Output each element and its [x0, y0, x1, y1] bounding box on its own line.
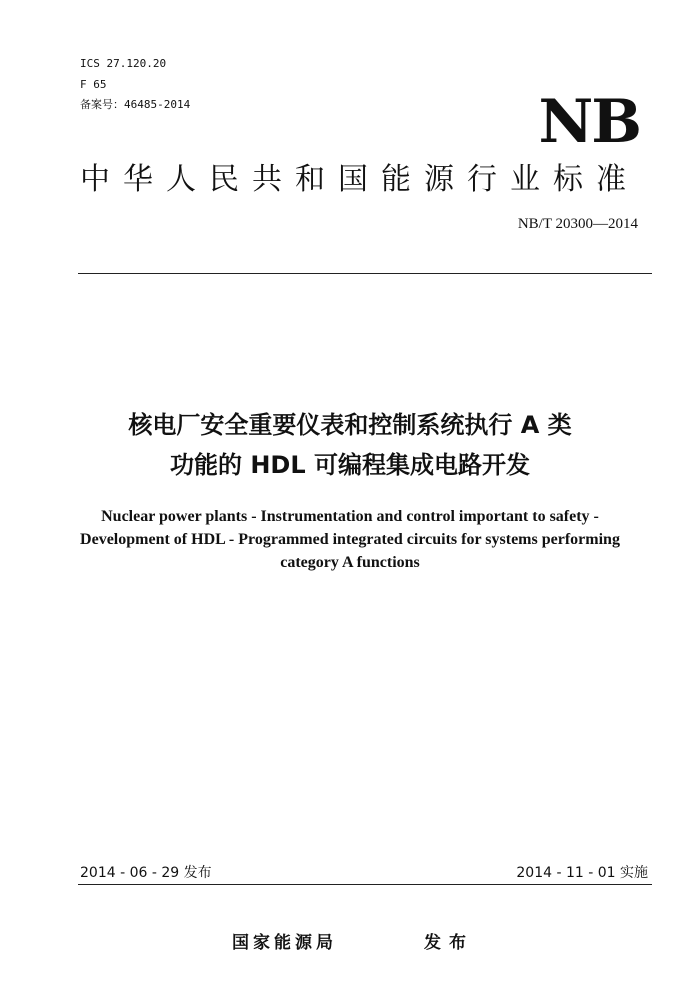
effective-date: 2014 - 11 - 01 实施 [516, 865, 648, 881]
publisher-name: 国家能源局 [232, 933, 337, 953]
ics-code: ICS 27.120.20 [80, 57, 167, 70]
header-divider [78, 273, 652, 274]
standard-category-title: 中华人民共和国能源行业标准 [80, 162, 639, 197]
english-title [40, 505, 660, 574]
standard-number: NB/T 20300—2014 [517, 216, 638, 232]
nb-logo: NB [538, 87, 640, 157]
issue-date: 2014 - 06 - 29 发布 [80, 865, 212, 881]
date-divider [78, 884, 652, 885]
english-title-line-3: category A functions [280, 554, 420, 571]
english-title-line-1: Nuclear power plants - Instrumentation and control important to safety - [101, 508, 599, 525]
chinese-title-line-1: 核电厂安全重要仪表和控制系统执行 A 类 [128, 411, 572, 439]
chinese-title-line-2: 功能的 HDL 可编程集成电路开发 [169, 451, 530, 479]
chinese-title [0, 405, 700, 485]
ccs-code: F 65 [80, 78, 107, 91]
english-title-line-2: Development of HDL - Programmed integrated circuits for systems performing [80, 531, 620, 548]
publish-label: 发布 [424, 933, 474, 953]
record-number: 备案号：46485-2014 [80, 98, 191, 111]
